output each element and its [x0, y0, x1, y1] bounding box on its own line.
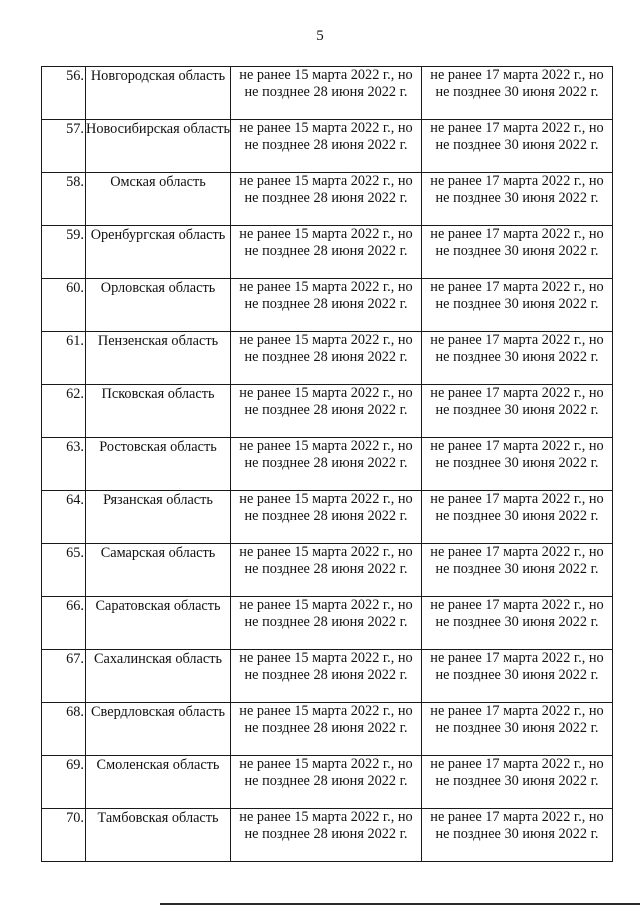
region-name: Рязанская область	[86, 491, 231, 544]
start-date-range: не ранее 15 марта 2022 г., но не позднее 28 июня 2022 г.	[231, 703, 422, 756]
start-date-range: не ранее 15 марта 2022 г., но не позднее 28 июня 2022 г.	[231, 756, 422, 809]
row-number: 69.	[42, 756, 86, 809]
region-name: Псковская область	[86, 385, 231, 438]
end-date-range: не ранее 17 марта 2022 г., но не позднее 30 июня 2022 г.	[422, 597, 613, 650]
start-date-range: не ранее 15 марта 2022 г., но не позднее 28 июня 2022 г.	[231, 491, 422, 544]
region-name: Новгородская область	[86, 67, 231, 120]
row-number: 67.	[42, 650, 86, 703]
row-number: 57.	[42, 120, 86, 173]
start-date-range: не ранее 15 марта 2022 г., но не позднее 28 июня 2022 г.	[231, 809, 422, 862]
region-name: Орловская область	[86, 279, 231, 332]
start-date-range: не ранее 15 марта 2022 г., но не позднее 28 июня 2022 г.	[231, 385, 422, 438]
end-date-range: не ранее 17 марта 2022 г., но не позднее 30 июня 2022 г.	[422, 809, 613, 862]
row-number: 66.	[42, 597, 86, 650]
row-number: 58.	[42, 173, 86, 226]
end-date-range: не ранее 17 марта 2022 г., но не позднее 30 июня 2022 г.	[422, 279, 613, 332]
start-date-range: не ранее 15 марта 2022 г., но не позднее 28 июня 2022 г.	[231, 597, 422, 650]
table-row	[42, 226, 613, 279]
table-row	[42, 650, 613, 703]
start-date-range: не ранее 15 марта 2022 г., но не позднее 28 июня 2022 г.	[231, 332, 422, 385]
table-row	[42, 385, 613, 438]
end-date-range: не ранее 17 марта 2022 г., но не позднее 30 июня 2022 г.	[422, 491, 613, 544]
row-number: 56.	[42, 67, 86, 120]
end-date-range: не ранее 17 марта 2022 г., но не позднее 30 июня 2022 г.	[422, 226, 613, 279]
region-name: Свердловская область	[86, 703, 231, 756]
row-number: 61.	[42, 332, 86, 385]
region-name: Омская область	[86, 173, 231, 226]
region-dates-table	[41, 66, 613, 862]
end-date-range: не ранее 17 марта 2022 г., но не позднее 30 июня 2022 г.	[422, 544, 613, 597]
row-number: 68.	[42, 703, 86, 756]
page-number: 5	[316, 28, 324, 44]
row-number: 65.	[42, 544, 86, 597]
table-row	[42, 438, 613, 491]
end-date-range: не ранее 17 марта 2022 г., но не позднее 30 июня 2022 г.	[422, 67, 613, 120]
row-number: 59.	[42, 226, 86, 279]
table-body	[42, 67, 613, 862]
region-name: Пензенская область	[86, 332, 231, 385]
region-name: Ростовская область	[86, 438, 231, 491]
table-row	[42, 173, 613, 226]
start-date-range: не ранее 15 марта 2022 г., но не позднее 28 июня 2022 г.	[231, 226, 422, 279]
region-name: Оренбургская область	[86, 226, 231, 279]
row-number: 70.	[42, 809, 86, 862]
start-date-range: не ранее 15 марта 2022 г., но не позднее 28 июня 2022 г.	[231, 173, 422, 226]
end-date-range: не ранее 17 марта 2022 г., но не позднее 30 июня 2022 г.	[422, 173, 613, 226]
start-date-range: не ранее 15 марта 2022 г., но не позднее 28 июня 2022 г.	[231, 279, 422, 332]
table-row	[42, 491, 613, 544]
end-date-range: не ранее 17 марта 2022 г., но не позднее 30 июня 2022 г.	[422, 120, 613, 173]
region-name: Самарская область	[86, 544, 231, 597]
start-date-range: не ранее 15 марта 2022 г., но не позднее 28 июня 2022 г.	[231, 544, 422, 597]
region-name: Смоленская область	[86, 756, 231, 809]
table-row	[42, 67, 613, 120]
start-date-range: не ранее 15 марта 2022 г., но не позднее 28 июня 2022 г.	[231, 120, 422, 173]
table-row	[42, 809, 613, 862]
table-row	[42, 279, 613, 332]
table-row	[42, 756, 613, 809]
table-row	[42, 703, 613, 756]
end-date-range: не ранее 17 марта 2022 г., но не позднее 30 июня 2022 г.	[422, 703, 613, 756]
end-date-range: не ранее 17 марта 2022 г., но не позднее 30 июня 2022 г.	[422, 438, 613, 491]
end-date-range: не ранее 17 марта 2022 г., но не позднее 30 июня 2022 г.	[422, 756, 613, 809]
end-date-range: не ранее 17 марта 2022 г., но не позднее 30 июня 2022 г.	[422, 650, 613, 703]
row-number: 60.	[42, 279, 86, 332]
row-number: 63.	[42, 438, 86, 491]
region-name: Новосибирская область	[86, 120, 231, 173]
row-number: 62.	[42, 385, 86, 438]
row-number: 64.	[42, 491, 86, 544]
table-row	[42, 120, 613, 173]
table-row	[42, 544, 613, 597]
end-date-range: не ранее 17 марта 2022 г., но не позднее 30 июня 2022 г.	[422, 385, 613, 438]
region-name: Саратовская область	[86, 597, 231, 650]
end-date-range: не ранее 17 марта 2022 г., но не позднее 30 июня 2022 г.	[422, 332, 613, 385]
region-name: Сахалинская область	[86, 650, 231, 703]
start-date-range: не ранее 15 марта 2022 г., но не позднее 28 июня 2022 г.	[231, 438, 422, 491]
table-row	[42, 597, 613, 650]
start-date-range: не ранее 15 марта 2022 г., но не позднее 28 июня 2022 г.	[231, 67, 422, 120]
start-date-range: не ранее 15 марта 2022 г., но не позднее 28 июня 2022 г.	[231, 650, 422, 703]
region-name: Тамбовская область	[86, 809, 231, 862]
table-row	[42, 332, 613, 385]
